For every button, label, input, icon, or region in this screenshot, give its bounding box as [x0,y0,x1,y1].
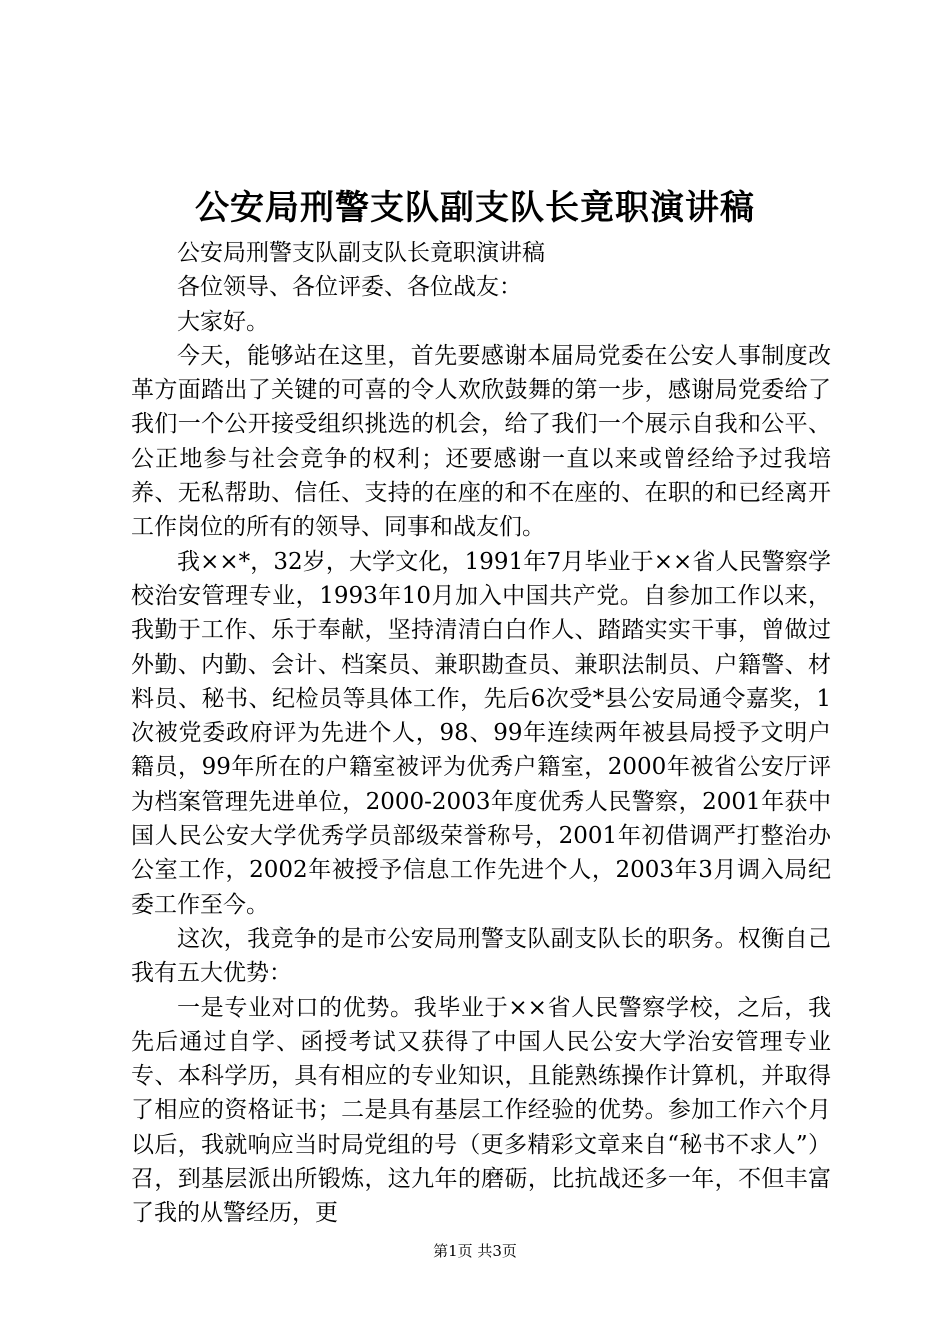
paragraph-thanks: 今天，能够站在这里，首先要感谢本届局党委在公安人事制度改革方面踏出了关键的可喜的令人欢欣鼓舞的第一步，感谢局党委给了我们一个公开接受组织挑选的机会，给了我们一个展示自我和公平、公正地参与社会竞争的权利；还要感谢一直以来或曾经给予过我培养、无私帮助、信任、支持的在座的和不在座的、在职的和已经离开工作岗位的所有的领导、同事和战友们。 [131,342,831,541]
paragraph-position: 这次，我竞争的是市公安局刑警支队副支队长的职务。权衡自己我有五大优势： [131,925,831,987]
paragraph-subtitle: 公安局刑警支队副支队长竟职演讲稿 [177,240,545,266]
paragraph-advantages: 一是专业对口的优势。我毕业于××省人民警察学校，之后，我先后通过自学、函授考试又获得了中国人民公安大学治安管理专业专、本科学历，具有相应的专业知识，且能熟练操作计算机，并取得了相应的资格证书；二是具有基层工作经验的优势。参加工作六个月以后，我就响应当时局党组的号（更多精彩文章来自“秘书不求人”）召，到基层派出所锻炼，这九年的磨砺，比抗战还多一年，不但丰富了我的从警经历，更 [131,994,831,1227]
paragraph-salutation: 各位领导、各位评委、各位战友： [177,274,522,301]
page-footer: 第1页 共3页 [433,1242,517,1260]
document-title: 公安局刑警支队副支队长竟职演讲稿 [195,188,755,228]
paragraph-greeting: 大家好。 [177,308,269,335]
document-body [131,236,831,1231]
paragraph-self-introduction: 我××*，32岁，大学文化，1991年7月毕业于××省人民警察学校治安管理专业，1993年10月加入中国共产党。自参加工作以来，我勤于工作、乐于奉献，坚持清清白白作人、踏踏实实干事，曾做过外勤、内勤、会计、档案员、兼职勘查员、兼职法制员、户籍警、材料员、秘书、纪检员等具体工作，先后6次受*县公安局通令嘉奖，1次被党委政府评为先进个人，98、99年连续两年被县局授予文明户籍员，99年所在的户籍室被评为优秀户籍室，2000年被省公安厅评为档案管理先进单位，2000-2003年度优秀人民警察，2001年获中国人民公安大学优秀学员部级荣誉称号，2001年初借调严打整治办公室工作，2002年被授予信息工作先进个人，2003年3月调入局纪委工作至今。 [131,548,831,918]
